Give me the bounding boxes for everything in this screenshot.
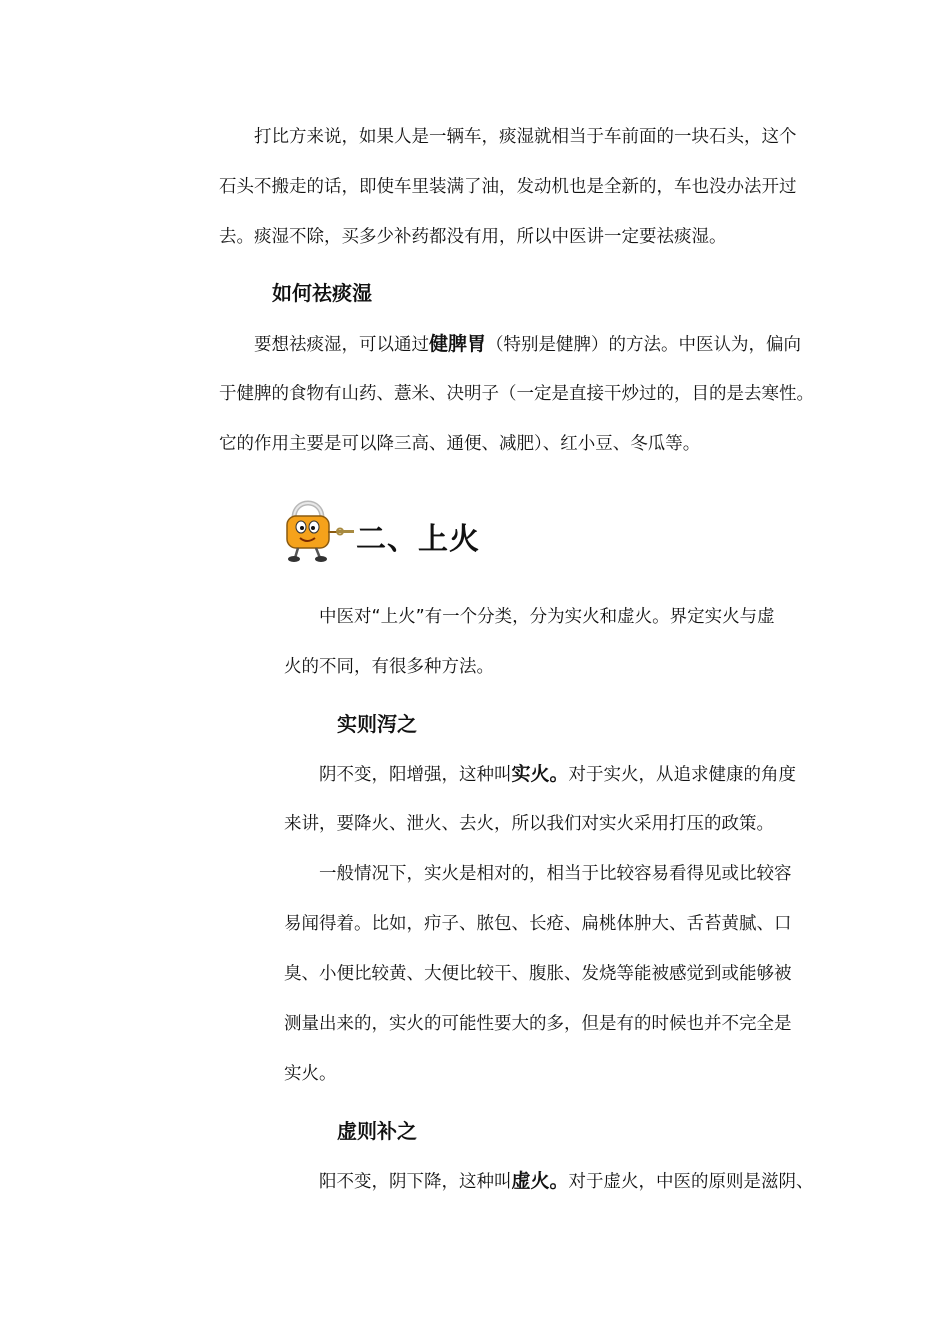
sub1-p2-line5: 实火。: [284, 1064, 337, 1084]
section1-heading: 如何祛痰湿: [272, 281, 372, 305]
text: 阴不变，阳增强，这种叫: [319, 765, 512, 785]
section2-intro-line2: 火的不同，有很多种方法。: [284, 657, 494, 677]
section1-para1-line2: 石头不搬走的话，即使车里装满了油，发动机也是全新的，车也没办法开过: [219, 177, 797, 197]
sub1-p1-line2: 来讲，要降火、泄火、去火，所以我们对实火采用打压的政策。: [284, 814, 774, 834]
section1-para1-line1: 打比方来说，如果人是一辆车，痰湿就相当于车前面的一块石头，这个: [254, 127, 797, 147]
text: 阳不变，阴下降，这种叫: [319, 1172, 512, 1192]
lock-mascot-icon: [282, 494, 358, 564]
bold-term: 实火。: [511, 763, 569, 785]
sub1-p1-line1: [319, 762, 796, 787]
text: 对于实火，从追求健康的角度: [568, 765, 797, 785]
sub1-p2-line2: 易闻得着。比如，疖子、脓包、长疮、扁桃体肿大、舌苔黄腻、口: [284, 914, 792, 934]
sub1-p2-line1: 一般情况下，实火是相对的，相当于比较容易看得见或比较容: [319, 864, 792, 884]
section1-para2-line1: [254, 332, 801, 357]
bold-term: 虚火。: [511, 1170, 569, 1192]
sub1-p2-line4: 测量出来的，实火的可能性要大的多，但是有的时候也并不完全是: [284, 1014, 792, 1034]
text: 要想祛痰湿，可以通过: [254, 335, 429, 355]
text: 对于虚火，中医的原则是滋阴、: [568, 1172, 814, 1192]
sub2-heading: 虚则补之: [337, 1119, 417, 1143]
sub1-heading: 实则泻之: [337, 712, 417, 736]
sub1-p2-line3: 臭、小便比较黄、大便比较干、腹胀、发烧等能被感觉到或能够被: [284, 964, 792, 984]
bold-term: 健脾胃: [429, 333, 487, 355]
section2-intro-line1: 中医对“上火”有一个分类，分为实火和虚火。界定实火与虚: [319, 607, 775, 627]
section1-para2-line3: 它的作用主要是可以降三高、通便、减肥）、红小豆、冬瓜等。: [219, 434, 701, 454]
text: （特别是健脾）的方法。中医认为，偏向: [486, 335, 802, 355]
section1-para2-line2: 于健脾的食物有山药、薏米、决明子（一定是直接干炒过的，目的是去寒性。: [219, 384, 814, 404]
sub2-p1-line1: [319, 1169, 814, 1194]
section1-para1-line3: 去。痰湿不除，买多少补药都没有用，所以中医讲一定要祛痰湿。: [219, 227, 727, 247]
section2-title: 二、上火: [356, 522, 480, 557]
